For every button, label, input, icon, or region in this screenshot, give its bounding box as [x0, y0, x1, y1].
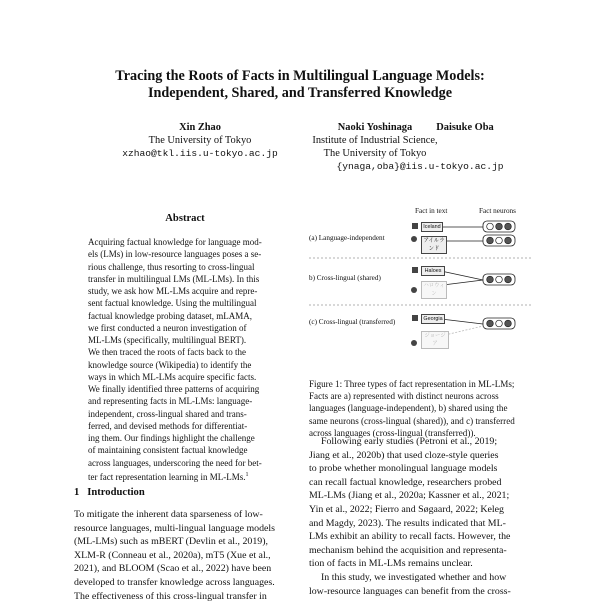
caption-line: languages (language-independent), b) shared using the [309, 403, 508, 414]
shared-email: {ynaga,oba}@iis.u-tokyo.ac.jp [336, 161, 504, 172]
abstract-body [88, 236, 282, 483]
neuron [505, 320, 512, 327]
author-name: Naoki Yoshinaga [337, 122, 413, 133]
flag-icon [412, 267, 418, 273]
author-block-1 [90, 121, 310, 160]
neuron [487, 237, 494, 244]
title-line-1: Tracing the Roots of Facts in Multilingual Language Models: [115, 68, 485, 84]
fact-box-en: Iceland [421, 222, 443, 232]
abstract-line: factual knowledge probing dataset, mLAMA, [88, 310, 252, 321]
connection-line [441, 319, 483, 324]
flag-icon [411, 236, 417, 242]
neuron [487, 223, 494, 230]
neuron [505, 223, 512, 230]
neuron [496, 276, 503, 283]
body-line: and Magdy, 2023). The results indicated that ML- [309, 517, 506, 529]
abstract-line: We finally identified three patterns of acquiring [88, 384, 260, 394]
intro-heading [74, 487, 145, 498]
body-line: ML-LMs (Jiang et al., 2020a; Kassner et al., 2021; [309, 490, 510, 502]
figure-caption [309, 378, 531, 439]
caption-line: same neurons (cross-lingual (shared)), and c) transferred [309, 415, 515, 426]
abstract-line: ML-LMs (specifically, multilingual BERT). [88, 335, 247, 345]
abstract-line: sent factual knowledge. Using the multilingual [88, 298, 257, 309]
intro-heading-number: 1 [74, 487, 80, 498]
figure-header-text: Fact in text [415, 207, 448, 215]
abstract-line: rious challenge, thus resorting to cross-lingual [88, 261, 255, 272]
author-affiliation: The University of Tokyo [323, 148, 427, 159]
abstract-line: across languages, underscoring the need for bet- [88, 457, 262, 468]
body-line: Jiang et al., 2020b) that used cloze-style queries [309, 449, 499, 461]
abstract-line: we first conducted a neuron investigation of [88, 322, 247, 333]
abstract-line: ing them. Our findings highlight the challenge [88, 433, 255, 443]
flag-icon [412, 223, 418, 229]
body-line: tion of facts in ML-LMs remains unclear. [309, 558, 473, 570]
neuron [496, 237, 503, 244]
caption-line: across languages (cross-lingual (transferred)). [309, 427, 476, 438]
footnote-mark: 1 [245, 471, 249, 478]
neuron [505, 237, 512, 244]
author-name: Daisuke Oba [436, 122, 494, 133]
abstract-line: and representing facts in ML-LMs: language- [88, 396, 253, 407]
author-block-3 [400, 121, 530, 134]
figure-1 [309, 207, 531, 357]
body-line: mechanism behind the acquisition and representa- [309, 544, 507, 556]
abstract-line: of maintaining consistent factual knowledge [88, 445, 248, 456]
flag-icon [411, 287, 417, 293]
neuron [505, 276, 512, 283]
figure-header-neurons: Fact neurons [479, 207, 516, 215]
abstract-line: transfer in multilingual LMs (ML-LMs). In this [88, 273, 260, 284]
abstract-line: knowledge source (Wikipedia) to identify the [88, 359, 252, 370]
flag-icon [411, 340, 417, 346]
paper-title [0, 68, 600, 102]
author-email: xzhao@tkl.iis.u-tokyo.ac.jp [122, 148, 278, 159]
row-b-label: b) Cross-lingual (shared) [309, 274, 381, 282]
fact-box-ja: アイルランド [421, 236, 447, 254]
abstract-line: We then traced the roots of facts back to the [88, 347, 246, 358]
abstract-line-last [88, 469, 282, 483]
connection-line [441, 271, 483, 280]
author-affiliation: Institute of Industrial Science, [312, 135, 438, 146]
intro-line: developed to transfer knowledge across languages. [74, 576, 275, 588]
caption-line: Facts are a) represented with distinct neurons across [309, 391, 499, 402]
abstract-line: els (LMs) in low-resource languages poses a se- [88, 249, 262, 260]
neuron [496, 223, 503, 230]
abstract-line: independent, cross-lingual shared and trans- [88, 408, 247, 419]
row-a-label: (a) Language-independent [309, 234, 385, 242]
fact-box-en: Haloes [421, 266, 445, 276]
intro-line: To mitigate the inherent data sparseness of low- [74, 509, 263, 520]
intro-heading-text: Introduction [87, 487, 145, 498]
intro-line: resource languages, multi-lingual language models [74, 522, 276, 534]
body-line: to probe whether monolingual language models [309, 463, 498, 475]
intro-body [74, 508, 296, 603]
abstract-line: Acquiring factual knowledge for language mod- [88, 237, 262, 247]
neuron [487, 276, 494, 283]
row-c-label: (c) Cross-lingual (transferred) [309, 318, 396, 326]
title-line-2: Independent, Shared, and Transferred Knowledge [147, 85, 453, 101]
body-line: LMs exhibit an ability to recall facts. However, the [309, 531, 511, 543]
body-line: Following early studies (Petroni et al., 2019; [321, 436, 498, 447]
abstract-line: ways in which ML-LMs acquire specific facts. [88, 371, 257, 382]
abstract-line: study, we ask how ML-LMs acquire and repre- [88, 286, 258, 296]
body-line: low-resource languages can benefit from the cross- [309, 585, 511, 597]
connection-line [445, 326, 483, 335]
intro-line: XLM-R (Conneau et al., 2020a), mT5 (Xue et al., [74, 549, 271, 561]
neuron [487, 320, 494, 327]
flag-icon [412, 315, 418, 321]
connection-line [443, 280, 483, 285]
abstract-line: ferred, and devised methods for differentiat- [88, 420, 248, 431]
intro-line: (ML-LMs) such as mBERT (Devlin et al., 2019), [74, 536, 268, 548]
neuron [496, 320, 503, 327]
figure-diagram [309, 207, 531, 357]
body-line: can recall factual knowledge, researchers probed [309, 476, 502, 488]
body-line: In this study, we investigated whether and how [321, 571, 507, 583]
body-line: Yin et al., 2022; Fierro and Søgaard, 2022; Keleg [309, 503, 504, 515]
caption-line: Figure 1: Three types of fact representation in ML-LMs; [309, 379, 515, 389]
fact-box-ja: ハロウィン [421, 281, 447, 299]
abstract-line-text: ter fact representation learning in ML-LMs. [88, 471, 246, 482]
abstract-heading: Abstract [165, 213, 205, 224]
intro-line: The effectiveness of this cross-lingual transfer in [74, 590, 267, 602]
author-name: Xin Zhao [179, 122, 221, 133]
fact-box-ja: ジョージア [421, 331, 449, 349]
right-column-body [309, 435, 531, 598]
author-affiliation: The University of Tokyo [148, 135, 252, 146]
intro-line: 2021), and BLOOM (Scao et al., 2022) have been [74, 563, 272, 575]
fact-box-en: Georgia [421, 314, 445, 324]
